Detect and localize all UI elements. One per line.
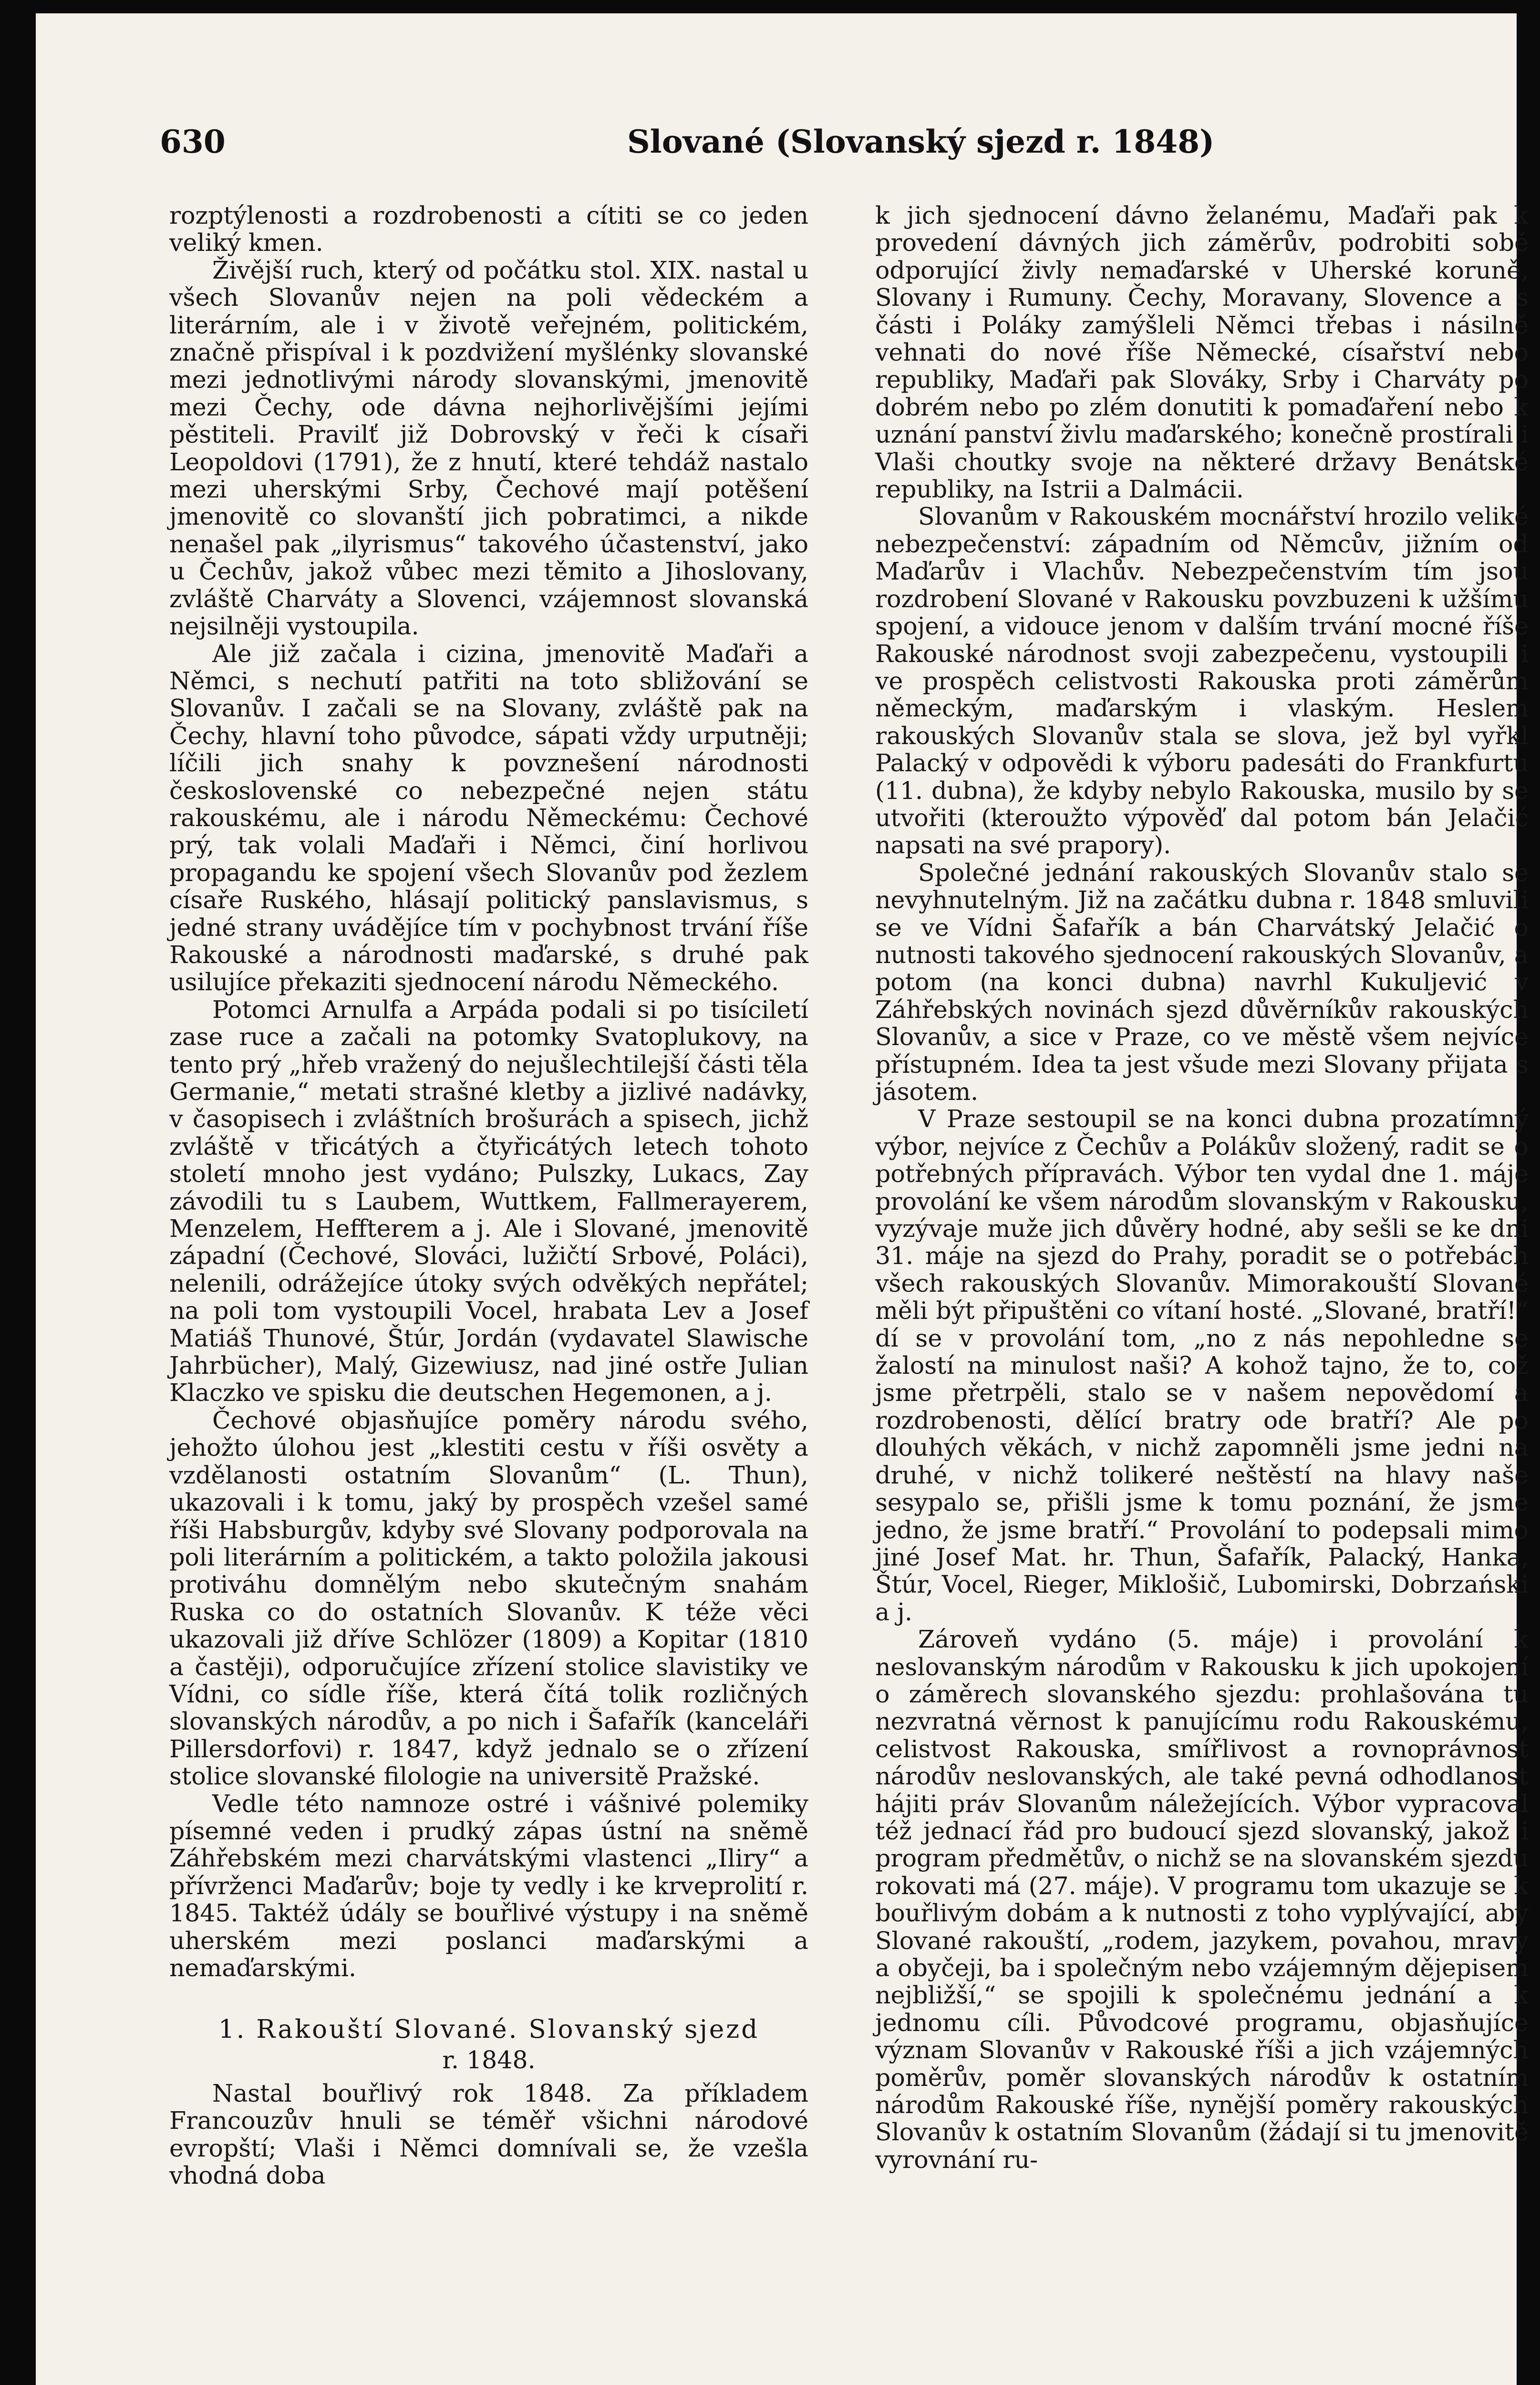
running-title: Slované (Slovanský sjezd r. 1848) — [627, 123, 1215, 160]
paragraph: k jich sjednocení dávno želanému, Maďaři pak k provedení dávných jich záměrův, podrobiti sobě odporující živly nemaďarské v Uherské koruně, Slovany i Rumuny. Čechy, Moravany, Slovence a s části i Poláky zamýšleli Němci třebas i násilně vehnati do nové říše Německé, císařství nebo republiky, Maďaři pak Slováky, Srby i Charváty po dobrém nebo po zlém donutiti k pomaďaření nebo k uznání panství živlu maďarského; konečně prostírali i Vlaši choutky svoje na některé državy Benátské republiky, na Istrii a Dalmácii. — [875, 201, 1529, 504]
paragraph: Živější ruch, který od počátku stol. XIX. nastal u všech Slovanův nejen na poli vědeckém a literárním, ale i v životě veřejném, politickém, značně přispíval i k pozdvižení myšlénky slovanské mezi jednotlivými národy slovanskými, jmenovitě mezi Čechy, ode dávna nejhorlivějšími jejími pěstiteli. Pravilť již Dobrovský v řeči k císaři Leopoldovi (1791), že z hnutí, které tehdáž nastalo mezi uherskými Srby, Čechové mají potěšení jmenovitě co slovanští jich pobratimci, a nikde nenašel pak „ilyrismus“ takového účastenství, jako u Čechův, jakož vůbec mezi těmito a Jihoslovany, zvláště Charváty a Slovenci, vzájemnost slovanská nejsilněji vystoupila. — [169, 256, 808, 641]
scanned-page — [36, 13, 1529, 2385]
paragraph: Potomci Arnulfa a Arpáda podali si po tisíciletí zase ruce a začali na potomky Svatoplukovy, na tento prý „hřeb vražený do nejušlechtilejší části těla Germanie,“ metati strašné kletby a jizlivé nadávky, v časopisech i zvláštních brošurách a spisech, jichž zvláště v třicátých a čtyřicátých letech tohoto století mnoho jest vydáno; Pulszky, Lukacs, Zay závodili tu s Laubem, Wuttkem, Fallmerayerem, Menzelem, Heffterem a j. Ale i Slované, jmenovitě západní (Čechové, Slováci, lužičtí Srbové, Poláci), nelenili, odrážejíce útoky svých odvěkých nepřátel; na poli tom vystoupili Vocel, hrabata Lev a Josef Matiáš Thunové, Štúr, Jordán (vydavatel Slawische Jahrbücher), Malý, Gizewiusz, nad jiné ostře Julian Klaczko ve spisku die deutschen Hegemonen, a j. — [169, 995, 808, 1407]
paragraph: Slovanům v Rakouském mocnářství hrozilo veliké nebezpečenství: západním od Němcův, jižním od Maďarův i Vlachův. Nebezpečenstvím tím jsou rozdrobení Slované v Rakousku povzbuzeni k užšímu spojení, a vidouce jenom v dalším trvání mocné říše Rakouské národnost svoji zabezpečenu, vystoupili i ve prospěch celistvosti Rakouska proti záměrům německým, maďarským i vlaským. Heslem rakouských Slovanův stala se slova, jež byl vyřkl Palacký v odpovědi k výboru padesáti do Frankfurtu (11. dubna), že kdyby nebylo Rakouska, musilo by se utvořiti (kteroužto výpověď dal potom bán Jelačić napsati na své prapory). — [875, 502, 1529, 860]
paragraph: Čechové objasňujíce poměry národu svého, jehožto úlohou jest „klestiti cestu v říši osvěty a vzdělanosti ostatním Slovanům“ (L. Thun), ukazovali i k tomu, jaký by prospěch vzešel samé říši Habsburgův, kdyby své Slovany podporovala na poli literárním a politickém, a takto položila jakousi protiváhu domnělým nebo skutečným snahám Ruska co do ostatních Slovanův. K téže věci ukazovali již dříve Schlözer (1809) a Kopitar (1810 a častěji), odporučujíce zřízení stolice slavistiky ve Vídni, co sídle říše, která čítá tolik rozličných slovanských národův, a po nich i Šafařík (kanceláři Pillersdorfovi) r. 1847, když jednalo se o zřízení stolice slovanské filologie na universitě Pražské. — [169, 1406, 808, 1791]
right-column — [875, 202, 1529, 2173]
paragraph: Společné jednání rakouských Slovanův stalo se nevyhnutelným. Již na začátku dubna r. 1848 smluvili se ve Vídni Šafařík a bán Charvátský Jelačić o nutnosti takového sjednocení rakouských Slovanův, a potom (na konci dubna) navrhl Kukuljević v Záhřebských novinách sjezd důvěrníkův rakouských Slovanův, a sice v Praze, co ve městě všem nejvíce přístupném. Idea ta jest všude mezi Slovany přijata s jásotem. — [875, 858, 1529, 1106]
paragraph: V Praze sestoupil se na konci dubna prozatímný výbor, nejvíce z Čechův a Polákův složený, radit se o potřebných přípravách. Výbor ten vydal dne 1. máje provolání ke všem národům slovanským v Rakousku, vyzývaje muže jich důvěry hodné, aby sešli se ke dni 31. máje na sjezd do Prahy, poradit se o potřebách všech rakouských Slovanův. Mimorakouští Slované měli být připuštěni co vítaní hosté. „Slované, bratří!“ dí se v provolání tom, „no z nás nepohledne se žalostí na minulost naši? A kohož tajno, že to, což jsme přetrpěli, stalo se v našem nepovědomí a rozdrobenosti, dělící bratry ode bratří? Ale po dlouhých věkách, v nichž zapomněli jsme jedni na druhé, v nichž tolikeré neštěstí na hlavy naše sesypalo se, přišli jsme k tomu poznání, že jsme jedno, že jsme bratří.“ Provolání to podepsali mimo jiné Josef Mat. hr. Thun, Šafařík, Palacký, Hanka, Štúr, Vocel, Rieger, Miklošič, Lubomirski, Dobrzański a j. — [875, 1105, 1529, 1626]
paragraph: rozptýlenosti a rozdrobenosti a cítiti se co jeden veliký kmen. — [169, 201, 808, 257]
paragraph: Vedle této namnoze ostré i vášnivé polemiky písemné veden i prudký zápas ústní na sněmě Záhřebském mezi charvátskými vlastenci „Iliry“ a přívrženci Maďarův; boje ty vedly i ke krveprolití r. 1845. Taktéž údály se bouřlivé výstupy i na sněmě uherském mezi poslanci maďarskými a nemaďarskými. — [169, 1789, 808, 1982]
paragraph: Nastal bouřlivý rok 1848. Za příkladem Francouzův hnuli se téměř všichni národové evropští; Vlaši i Němci domnívali se, že vzešla vhodná doba — [169, 2079, 808, 2190]
left-column — [169, 202, 808, 2189]
page-header — [160, 114, 1447, 171]
section-heading: 1. Rakouští Slované. Slovanský sjezd — [218, 2015, 760, 2044]
page-number: 630 — [160, 123, 226, 160]
section-heading-tail: r. 1848. — [442, 2046, 536, 2074]
paragraph: Zároveň vydáno (5. máje) i provolání k neslovanským národům v Rakousku k jich upokojení o záměrech slovanského sjezdu: prohlašována tu nezvratná věrnost k panujícímu rodu Rakouskému, celistvost Rakouska, smířlivost a rovnoprávnost národův neslovanských, ale také pevná odhodlanost hájiti práv Slovanům náležejících. Výbor vypracoval též jednací řád pro budoucí sjezd slovanský, jakož i program předmětův, o nichž se na slovanském sjezdu rokovati má (27. máje). V programu tom ukazuje se k bouřlivým dobám a k nutnosti z toho vyplývající, aby Slované rakouští, „rodem, jazykem, povahou, mravy a obyčeji, ba i společným nebo vzájemným dějepisem nejbližší,“ se spojili k společnému jednání a k jednomu cíli. Původcové programu, objasňujíce význam Slovanův v Rakouské říši a jich vzájemných poměrův, poměr slovanských národův k ostatním národům Rakouské říše, nynější poměry rakouských Slovanův k ostatním Slovanům (žádají si tu jmenovitě vyrovnání ru- — [875, 1625, 1529, 2174]
paragraph: Ale již začala i cizina, jmenovitě Maďaři a Němci, s nechutí patřiti na toto sbližování se Slovanův. I začali se na Slovany, zvláště pak na Čechy, hlavní toho původce, sápati vždy urputněji; líčili jich snahy k povznešení národnosti československé co nebezpečné nejen státu rakouskému, ale i národu Německému: Čechové prý, tak volali Maďaři i Němci, činí horlivou propagandu ke spojení všech Slovanův pod žezlem císaře Ruského, hlásají politický panslavismus, s jedné strany uvádějíce tím v pochybnost trvání říše Rakouské a národnosti maďarské, s druhé pak usilujíce překaziti sjednocení národu Německého. — [169, 639, 808, 996]
